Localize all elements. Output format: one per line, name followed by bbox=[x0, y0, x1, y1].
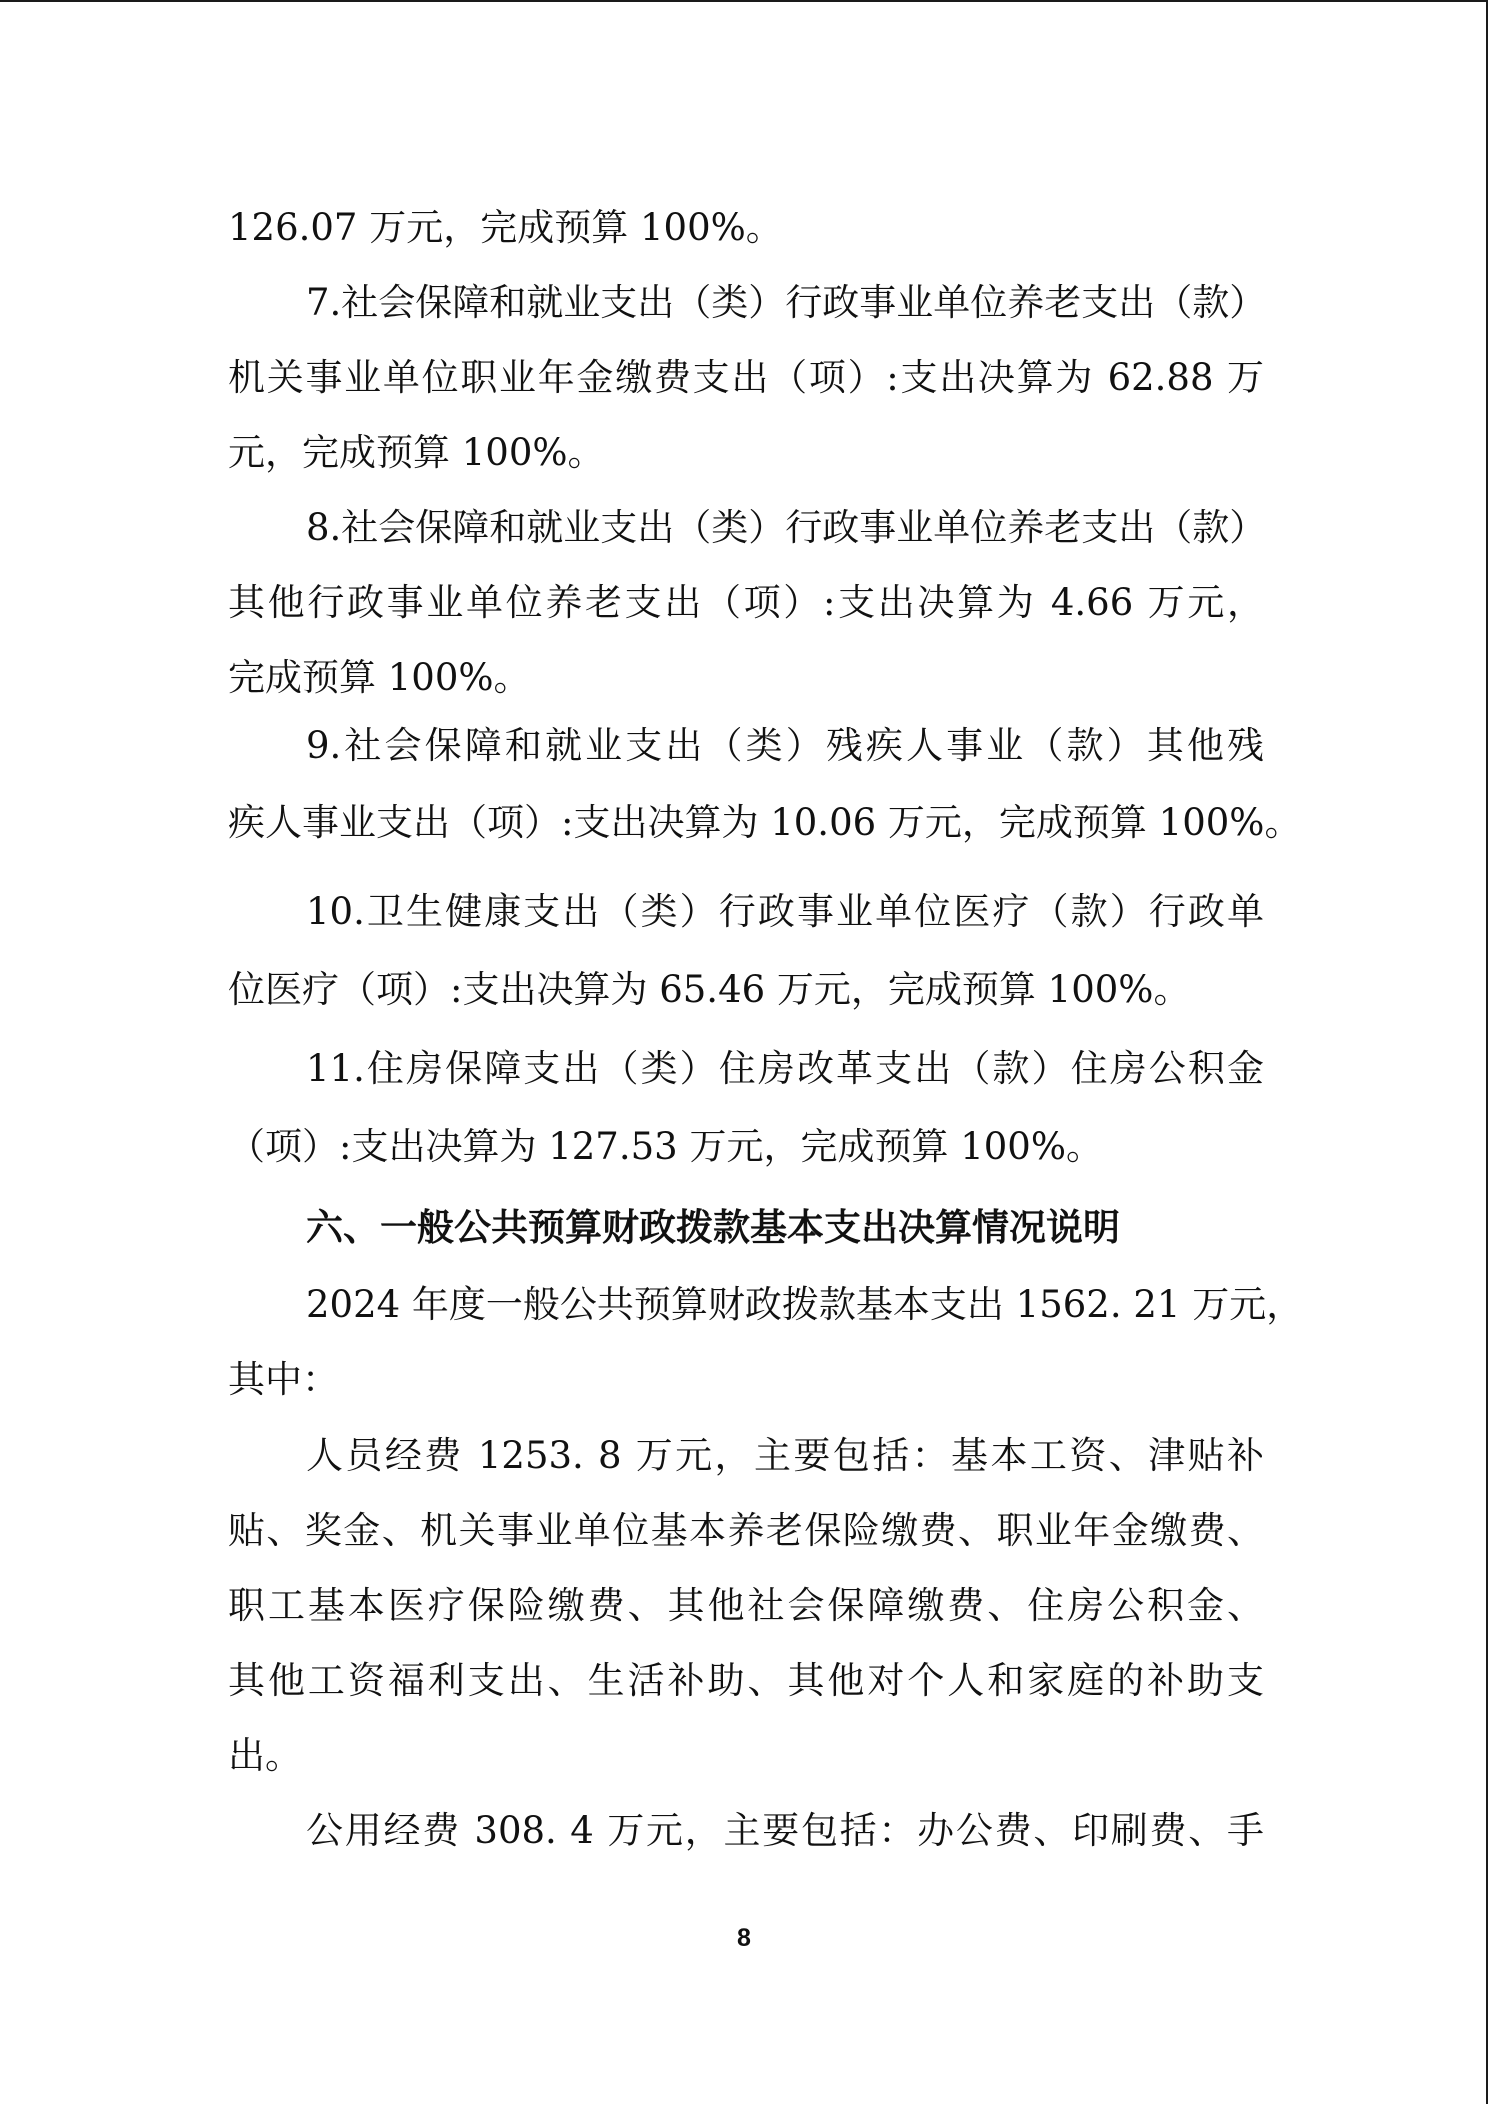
text-line: 126.07 万元，完成预算 100%。 bbox=[228, 206, 783, 249]
text-line: 贴、奖金、机关事业单位基本养老保险缴费、职业年金缴费、 bbox=[228, 1509, 1264, 1552]
text-line: 职工基本医疗保险缴费、其他社会保障缴费、住房公积金、 bbox=[228, 1584, 1264, 1627]
text-line: 9.社会保障和就业支出（类）残疾人事业（款）其他残 bbox=[306, 724, 1264, 767]
text-line: 位医疗（项）:支出决算为 65.46 万元，完成预算 100%。 bbox=[228, 968, 1191, 1011]
text-line: 元，完成预算 100%。 bbox=[228, 431, 605, 474]
text-line: 11.住房保障支出（类）住房改革支出（款）住房公积金 bbox=[306, 1047, 1264, 1090]
text-line: 疾人事业支出（项）:支出决算为 10.06 万元，完成预算 100%。 bbox=[228, 801, 1302, 844]
text-line: 其他行政事业单位养老支出（项）:支出决算为 4.66 万元， bbox=[228, 581, 1264, 624]
text-line: 2024 年度一般公共预算财政拨款基本支出 1562. 21 万元， bbox=[306, 1283, 1304, 1326]
page-top-border bbox=[0, 0, 1488, 2]
text-line: 8.社会保障和就业支出（类）行政事业单位养老支出（款） bbox=[306, 506, 1267, 549]
text-line: 公用经费 308. 4 万元，主要包括：办公费、印刷费、手 bbox=[306, 1809, 1264, 1852]
text-line: 7.社会保障和就业支出（类）行政事业单位养老支出（款） bbox=[306, 281, 1267, 324]
section-heading: 六、一般公共预算财政拨款基本支出决算情况说明 bbox=[306, 1206, 1120, 1249]
text-line: （项）:支出决算为 127.53 万元，完成预算 100%。 bbox=[228, 1125, 1103, 1168]
text-line: 机关事业单位职业年金缴费支出（项）:支出决算为 62.88 万 bbox=[228, 356, 1264, 399]
text-line: 其他工资福利支出、生活补助、其他对个人和家庭的补助支 bbox=[228, 1659, 1264, 1702]
text-line: 人员经费 1253. 8 万元，主要包括：基本工资、津贴补 bbox=[306, 1434, 1264, 1477]
text-line: 完成预算 100%。 bbox=[228, 656, 531, 699]
text-line: 其中： bbox=[228, 1358, 339, 1401]
text-line: 出。 bbox=[228, 1734, 302, 1777]
text-line: 10.卫生健康支出（类）行政事业单位医疗（款）行政单 bbox=[306, 890, 1264, 933]
page-number: 8 bbox=[737, 1924, 751, 1952]
